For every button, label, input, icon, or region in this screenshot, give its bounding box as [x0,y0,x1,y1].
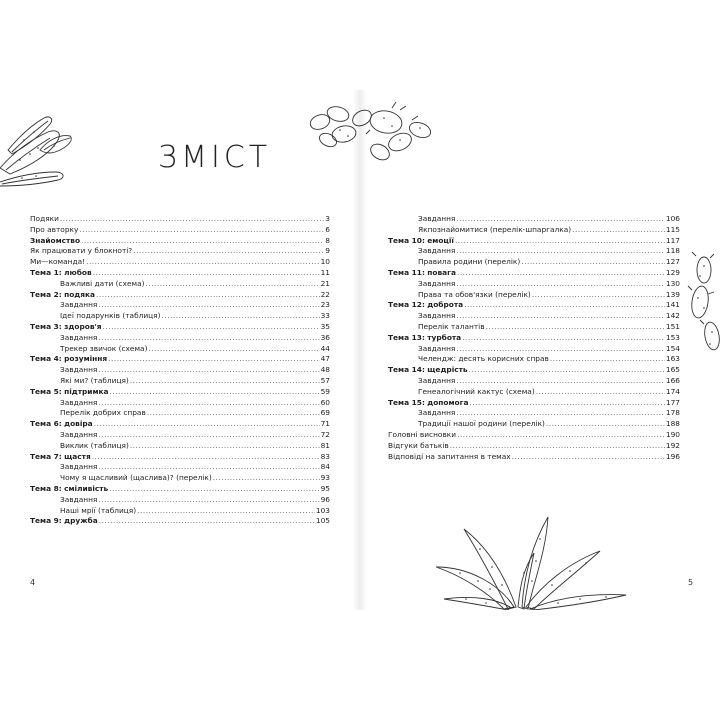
toc-page-number: 93 [320,473,330,483]
toc-entry [388,398,680,409]
toc-entry-title [30,516,98,527]
toc-entry [388,354,680,365]
cactus-top-center-icon [300,100,440,170]
toc-entry [30,419,330,430]
toc-entry [388,387,680,398]
toc-leader-dots [456,214,665,225]
toc-page-number: 23 [320,300,330,310]
toc-leader-dots [93,268,320,279]
toc-leader-dots [455,236,665,247]
toc-page-number: 188 [665,419,680,429]
toc-leader-dots [147,408,320,419]
toc-page-number: 106 [665,214,680,223]
toc-entry-title: Відповіді на запитання в темах [388,451,511,461]
toc-leader-dots [103,322,320,333]
toc-entry [30,214,330,225]
toc-entry [30,430,330,441]
toc-page-number: 115 [665,224,680,234]
toc-leader-dots [469,365,665,376]
toc-theme-name: сміливість [64,483,109,493]
toc-page-number: 96 [320,494,330,504]
toc-leader-dots [456,408,665,419]
toc-leader-dots [546,419,665,430]
toc-entry [388,452,680,463]
toc-entry-title: Важливі дати (схема) [60,278,145,288]
toc-entry [388,365,680,376]
toc-page-number: 84 [320,462,330,472]
toc-page-number: 139 [665,289,680,299]
toc-leader-dots [550,354,665,365]
toc-entry-title: Ідеї подарунків (таблиця) [60,311,161,321]
toc-page-number: 36 [320,332,330,342]
toc-page-number: 11 [320,267,330,277]
toc-page-number: 142 [665,311,680,321]
toc-entry [388,333,680,344]
toc-page-number: 48 [320,365,330,375]
toc-leader-dots [162,311,320,322]
toc-entry-title: Завдання [60,429,98,439]
toc-entry-title: Права та обов'язки (перелік) [418,289,531,299]
toc-entry-title: Завдання [418,214,456,223]
toc-entry-title: Про авторку [30,224,79,234]
toc-theme-name: щедрість [427,365,468,375]
toc-entry [388,257,680,268]
toc-entry [388,322,680,333]
toc-theme-name: доброта [427,300,464,310]
toc-page-number: 95 [320,483,330,493]
toc-entry-title: Завдання [60,365,98,375]
toc-leader-dots [456,344,665,355]
toc-theme-name: щастя [64,451,91,461]
toc-entry-title: Які ми? (таблиця) [60,375,129,385]
toc-leader-dots [98,365,319,376]
toc-leader-dots [98,462,319,473]
toc-theme-prefix: Тема 5: [30,386,62,396]
toc-entry [30,268,330,279]
toc-page-number: 81 [320,440,330,450]
toc-entry [30,462,330,473]
toc-page-number: 57 [320,375,330,385]
toc-entry [30,311,330,322]
toc-entry-title: Завдання [418,343,456,353]
toc-page-number: 21 [320,278,330,288]
toc-entry-title: Як працювати у блокноті? [30,246,133,256]
toc-entry [30,516,330,527]
toc-entry [30,452,330,463]
toc-entry-title: Завдання [418,278,456,288]
toc-entry-title [30,484,108,495]
toc-entry [30,387,330,398]
toc-entry-title [30,452,91,463]
toc-entry [388,236,680,247]
toc-page-number: 166 [665,375,680,385]
toc-entry [388,300,680,311]
toc-entry-title [30,387,109,398]
toc-entry-title: Завдання [418,246,456,256]
toc-leader-dots [81,236,324,247]
toc-entry [388,419,680,430]
toc-entry-title: Якпознайомитися (перелік-шпаргалка) [418,224,572,234]
toc-entry-title: Трекер звичок (схема) [60,343,148,353]
toc-entry [30,236,330,247]
toc-page-number: 129 [665,267,680,277]
toc-entry-title: Головні висновки [388,429,457,439]
toc-leader-dots [464,300,665,311]
toc-theme-name: дружба [64,516,98,526]
toc-page-number: 151 [665,321,680,331]
toc-entry-title [388,268,456,279]
page-title: ЗМІСТ [158,140,272,175]
toc-page-number: 141 [665,300,680,310]
toc-theme-prefix: Тема 1: [30,267,62,277]
toc-leader-dots [456,376,665,387]
toc-entry-title: Завдання [418,408,456,418]
toc-leader-dots [572,225,665,236]
toc-entry [30,354,330,365]
toc-entry-title: Ми—команда! [30,257,86,267]
toc-theme-prefix: Тема 13: [388,332,425,342]
toc-entry-title [388,300,463,311]
toc-page-number: 154 [665,343,680,353]
toc-leader-dots [130,376,320,387]
toc-entry-title [30,419,93,430]
toc-entry [30,473,330,484]
toc-theme-prefix: Тема 3: [30,321,62,331]
toc-theme-name: здоров'я [64,321,102,331]
toc-theme-prefix: Тема 14: [388,365,425,375]
toc-leader-dots [450,441,665,452]
page-number-right: 5 [688,578,694,587]
toc-entry [30,333,330,344]
toc-leader-dots [213,473,320,484]
toc-leader-dots [86,257,319,268]
toc-page-number: 117 [665,235,680,245]
toc-entry [388,441,680,452]
toc-theme-name: любов [64,267,92,277]
toc-page-number: 9 [325,246,330,256]
toc-leader-dots [133,246,324,257]
toc-leader-dots [456,279,665,290]
toc-page-number: 47 [320,354,330,364]
toc-entry-title: Перелік добрих справ [60,408,146,418]
toc-page-number: 174 [665,386,680,396]
toc-entry [388,225,680,236]
toc-entry [30,322,330,333]
toc-page-number: 59 [320,386,330,396]
toc-leader-dots [108,354,319,365]
toc-page-number: 178 [665,408,680,418]
toc-left-column [30,214,330,527]
toc-page-number: 105 [315,516,330,526]
toc-entry [30,398,330,409]
toc-entry-title: Завдання [60,462,98,472]
toc-leader-dots [92,452,320,463]
cactus-right-edge-icon [686,250,720,360]
toc-entry-title: Завдання [60,332,98,342]
toc-entry-title [30,268,92,279]
toc-page-number: 163 [665,354,680,364]
toc-page-number: 130 [665,278,680,288]
toc-leader-dots [469,398,664,409]
toc-entry-title [388,398,468,409]
toc-entry [30,376,330,387]
toc-entry-title: Відгуки батьків [388,440,449,450]
toc-right-column [388,214,680,462]
toc-theme-prefix: Тема 15: [388,397,425,407]
toc-page-number: 153 [665,332,680,342]
toc-entry [388,376,680,387]
toc-entry [30,495,330,506]
toc-page-number: 83 [320,451,330,461]
toc-entry [30,344,330,355]
toc-entry [30,506,330,517]
toc-entry [388,430,680,441]
toc-entry-title: Наші мрії (таблиця) [60,505,137,515]
toc-entry-title: Перелік талантів [418,321,485,331]
toc-leader-dots [98,398,319,409]
toc-leader-dots [96,290,320,301]
toc-entry-title: Виклик (таблиця) [60,440,129,450]
toc-page-number: 10 [320,257,330,267]
toc-leader-dots [456,311,665,322]
toc-page-number: 190 [665,429,680,439]
toc-theme-name: емоції [427,235,454,245]
toc-entry-title [30,322,102,333]
toc-entry-title: Чому я щасливий (щаслива)? (перелік) [60,473,212,483]
toc-theme-name: розуміння [64,354,108,364]
toc-leader-dots [457,430,665,441]
toc-leader-dots [457,268,665,279]
toc-entry-title [30,354,107,365]
toc-leader-dots [60,214,324,225]
toc-entry-title: Традиції нашої родини (перелік) [418,419,545,429]
toc-leader-dots [98,495,319,506]
toc-theme-prefix: Тема 2: [30,289,62,299]
toc-entry [30,300,330,311]
toc-entry [30,365,330,376]
toc-leader-dots [486,322,665,333]
toc-theme-prefix: Тема 12: [388,300,425,310]
toc-theme-name: допомога [427,397,469,407]
toc-leader-dots [94,419,320,430]
toc-entry [388,279,680,290]
toc-theme-prefix: Тема 9: [30,516,62,526]
toc-page-number: 118 [665,246,680,256]
toc-leader-dots [79,225,324,236]
toc-page-number: 103 [315,505,330,515]
page-number-left: 4 [30,578,36,587]
toc-entry-title: Завдання [60,397,98,407]
toc-entry [30,246,330,257]
toc-entry [388,344,680,355]
toc-leader-dots [98,333,319,344]
toc-leader-dots [456,246,665,257]
toc-page-number: 6 [325,224,330,234]
toc-page-number: 33 [320,311,330,321]
aloe-bottom-right-icon [430,515,630,610]
toc-entry [388,408,680,419]
toc-theme-prefix: Тема 10: [388,235,425,245]
toc-theme-prefix: Тема 11: [388,267,425,277]
toc-page-number: 44 [320,343,330,353]
toc-entry [30,484,330,495]
toc-entry-title: Челендж: десять корисних справ [418,354,549,364]
toc-entry [30,290,330,301]
toc-theme-name: довіра [64,419,93,429]
toc-leader-dots [146,279,320,290]
toc-page-number: 60 [320,397,330,407]
toc-page-number: 127 [665,257,680,267]
toc-leader-dots [109,484,319,495]
toc-leader-dots [98,430,319,441]
toc-entry [30,441,330,452]
toc-entry [30,225,330,236]
toc-leader-dots [462,333,665,344]
toc-leader-dots [110,387,320,398]
toc-leader-dots [536,387,665,398]
toc-entry-title: Генеалогічний кактус (схема) [418,386,535,396]
toc-entry [388,311,680,322]
toc-theme-prefix: Тема 6: [30,419,62,429]
toc-page-number: 72 [320,429,330,439]
toc-page-number: 69 [320,408,330,418]
toc-entry-title: Завдання [60,300,98,310]
toc-leader-dots [130,441,320,452]
toc-entry-title [388,236,454,247]
toc-theme-name: подяка [64,289,96,299]
toc-leader-dots [521,257,665,268]
toc-theme-prefix: Тема 7: [30,451,62,461]
toc-leader-dots [148,344,319,355]
toc-entry-title: Правила родини (перелік) [418,257,521,267]
toc-entry-title [30,290,95,301]
toc-entry-title [388,333,461,344]
toc-theme-name: турбота [427,332,462,342]
toc-leader-dots [137,506,315,517]
toc-theme-prefix: Тема 8: [30,483,62,493]
toc-theme-prefix: Тема 4: [30,354,62,364]
toc-entry-title: Подяки [30,214,59,223]
toc-theme-name: повага [427,267,456,277]
toc-entry [30,279,330,290]
toc-page-number: 71 [320,419,330,429]
toc-entry-title: Завдання [418,375,456,385]
toc-page-number: 196 [665,451,680,461]
toc-page-number: 35 [320,321,330,331]
toc-page-number: 3 [325,214,330,223]
toc-leader-dots [98,300,319,311]
toc-section-name: Знайомство [30,235,81,245]
toc-page-number: 22 [320,289,330,299]
toc-entry [388,268,680,279]
toc-entry [30,408,330,419]
toc-entry [388,214,680,225]
toc-theme-name: підтримка [64,386,109,396]
toc-entry-title [388,365,468,376]
toc-entry-title: Завдання [60,494,98,504]
toc-leader-dots [512,452,665,463]
toc-page-number: 165 [665,365,680,375]
toc-entry [388,290,680,301]
toc-entry-title: Завдання [418,311,456,321]
toc-page-number: 177 [665,397,680,407]
toc-page-number: 8 [325,235,330,245]
toc-leader-dots [99,516,315,527]
cactus-top-left-icon [0,110,75,190]
toc-page-number: 192 [665,440,680,450]
toc-leader-dots [532,290,665,301]
toc-entry-title [30,236,80,247]
toc-entry [388,246,680,257]
toc-entry [30,257,330,268]
